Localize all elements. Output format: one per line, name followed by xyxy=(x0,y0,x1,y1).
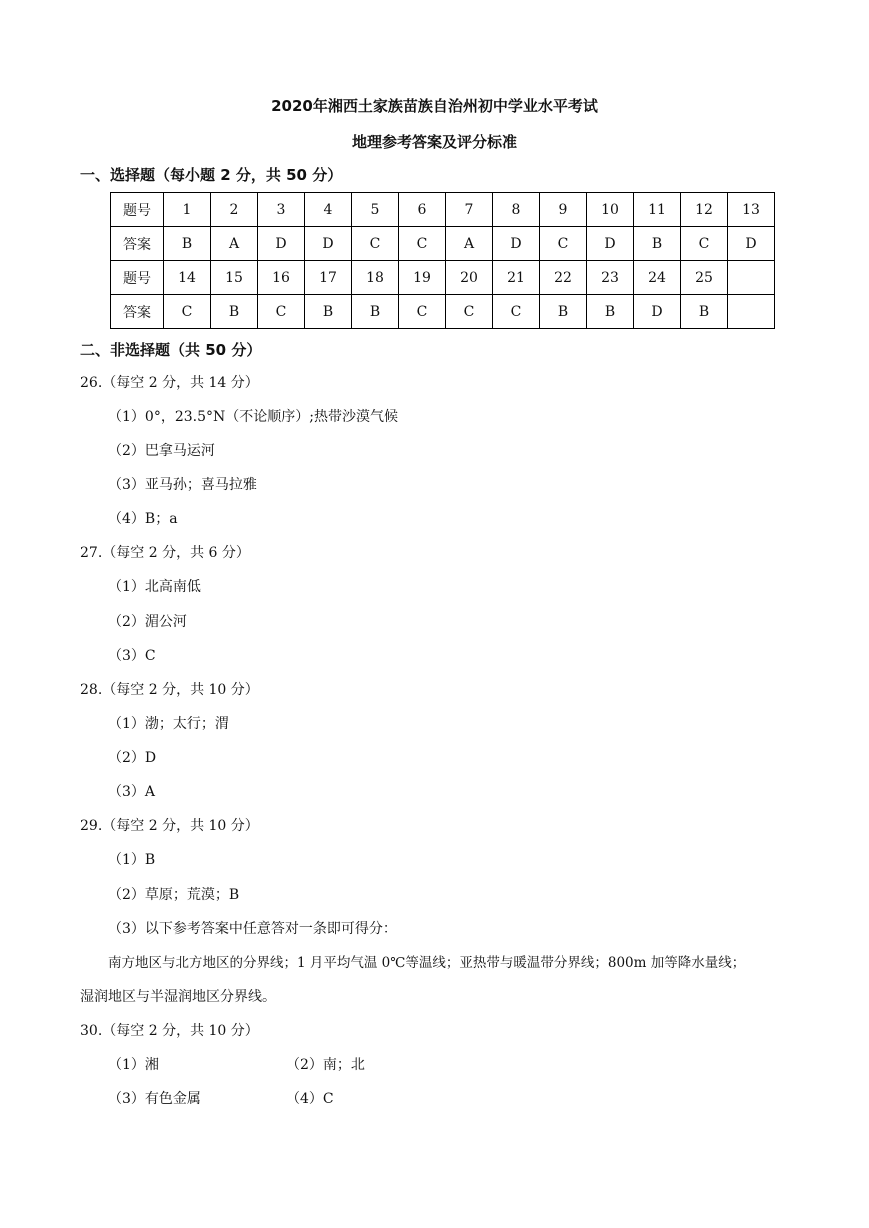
table-cell: C xyxy=(258,295,305,329)
q29-answer-1: （1）B xyxy=(108,852,156,868)
table-cell: 15 xyxy=(211,261,258,295)
q28-answer-3: （3）A xyxy=(108,784,156,800)
table-cell: 22 xyxy=(540,261,587,295)
table-row-header: 答案 xyxy=(111,227,164,261)
table-cell: D xyxy=(634,295,681,329)
table-cell: C xyxy=(540,227,587,261)
table-cell: B xyxy=(211,295,258,329)
table-cell xyxy=(728,261,775,295)
q27-answer-3: （3）C xyxy=(108,648,156,664)
q30-answer-3: （3）有色金属 xyxy=(108,1091,201,1107)
table-cell: 7 xyxy=(446,193,493,227)
table-cell: 5 xyxy=(352,193,399,227)
table-cell: B xyxy=(540,295,587,329)
table-cell: C xyxy=(446,295,493,329)
table-row-header: 题号 xyxy=(111,261,164,295)
table-cell: 2 xyxy=(211,193,258,227)
table-cell: B xyxy=(681,295,728,329)
table-cell: A xyxy=(446,227,493,261)
q27-answer-1: （1）北高南低 xyxy=(108,579,201,595)
q26-answer-4: （4）B；a xyxy=(108,511,178,527)
q27-answer-2: （2）湄公河 xyxy=(108,614,187,630)
table-cell: 19 xyxy=(399,261,446,295)
table-cell: 11 xyxy=(634,193,681,227)
document-title: 2020年湘西土家族苗族自治州初中学业水平考试 xyxy=(271,97,598,115)
table-cell xyxy=(728,295,775,329)
table-cell: A xyxy=(211,227,258,261)
table-cell: D xyxy=(493,227,540,261)
table-cell: B xyxy=(164,227,211,261)
table-cell: 23 xyxy=(587,261,634,295)
table-cell: D xyxy=(587,227,634,261)
table-cell: 18 xyxy=(352,261,399,295)
q28-answer-2: （2）D xyxy=(108,750,157,766)
table-cell: B xyxy=(352,295,399,329)
q28-heading: 28.（每空 2 分，共 10 分） xyxy=(80,682,259,698)
q30-answer-1: （1）湘 xyxy=(108,1057,159,1073)
table-cell: 1 xyxy=(164,193,211,227)
q29-answer-3-detail-1: 南方地区与北方地区的分界线；1 月平均气温 0℃等温线；亚热带与暖温带分界线；800m 加等降水量线； xyxy=(108,955,746,971)
q29-answer-3-detail-2: 湿润地区与半湿润地区分界线。 xyxy=(80,989,276,1005)
table-row xyxy=(111,295,775,329)
table-cell: 20 xyxy=(446,261,493,295)
q29-answer-2: （2）草原；荒漠；B xyxy=(108,887,240,903)
table-cell: B xyxy=(305,295,352,329)
table-cell: 8 xyxy=(493,193,540,227)
table-cell: B xyxy=(587,295,634,329)
q30-answer-2: （2）南；北 xyxy=(286,1057,365,1073)
table-row-header: 题号 xyxy=(111,193,164,227)
table-cell: 10 xyxy=(587,193,634,227)
table-cell: 17 xyxy=(305,261,352,295)
section-2-heading: 二、非选择题（共 50 分） xyxy=(80,341,262,359)
q26-heading: 26.（每空 2 分，共 14 分） xyxy=(80,375,259,391)
table-row xyxy=(111,261,775,295)
q30-heading: 30.（每空 2 分，共 10 分） xyxy=(80,1023,259,1039)
table-cell: D xyxy=(258,227,305,261)
table-cell: 14 xyxy=(164,261,211,295)
table-cell: 25 xyxy=(681,261,728,295)
table-cell: 9 xyxy=(540,193,587,227)
table-cell: B xyxy=(634,227,681,261)
table-cell: 4 xyxy=(305,193,352,227)
table-row-header: 答案 xyxy=(111,295,164,329)
table-cell: D xyxy=(728,227,775,261)
q29-answer-3: （3）以下参考答案中任意答对一条即可得分： xyxy=(108,921,397,937)
q29-heading: 29.（每空 2 分，共 10 分） xyxy=(80,818,259,834)
table-cell: 21 xyxy=(493,261,540,295)
q26-answer-2: （2）巴拿马运河 xyxy=(108,443,215,459)
table-cell: 16 xyxy=(258,261,305,295)
answer-table xyxy=(110,192,775,329)
table-cell: C xyxy=(681,227,728,261)
table-cell: C xyxy=(493,295,540,329)
table-cell: C xyxy=(399,227,446,261)
table-cell: 24 xyxy=(634,261,681,295)
table-cell: 12 xyxy=(681,193,728,227)
q28-answer-1: （1）渤；太行；渭 xyxy=(108,716,229,732)
q30-answer-4: （4）C xyxy=(286,1091,334,1107)
table-row xyxy=(111,193,775,227)
table-row xyxy=(111,227,775,261)
q26-answer-1: （1）0°，23.5°N（不论顺序）;热带沙漠气候 xyxy=(108,409,398,425)
table-cell: C xyxy=(352,227,399,261)
document-subtitle: 地理参考答案及评分标准 xyxy=(351,133,517,151)
table-cell: 3 xyxy=(258,193,305,227)
table-cell: 13 xyxy=(728,193,775,227)
q27-heading: 27.（每空 2 分，共 6 分） xyxy=(80,545,250,561)
section-1-heading: 一、选择题（每小题 2 分，共 50 分） xyxy=(80,166,343,184)
table-cell: 6 xyxy=(399,193,446,227)
q26-answer-3: （3）亚马孙；喜马拉雅 xyxy=(108,477,257,493)
table-cell: C xyxy=(399,295,446,329)
table-cell: C xyxy=(164,295,211,329)
table-cell: D xyxy=(305,227,352,261)
